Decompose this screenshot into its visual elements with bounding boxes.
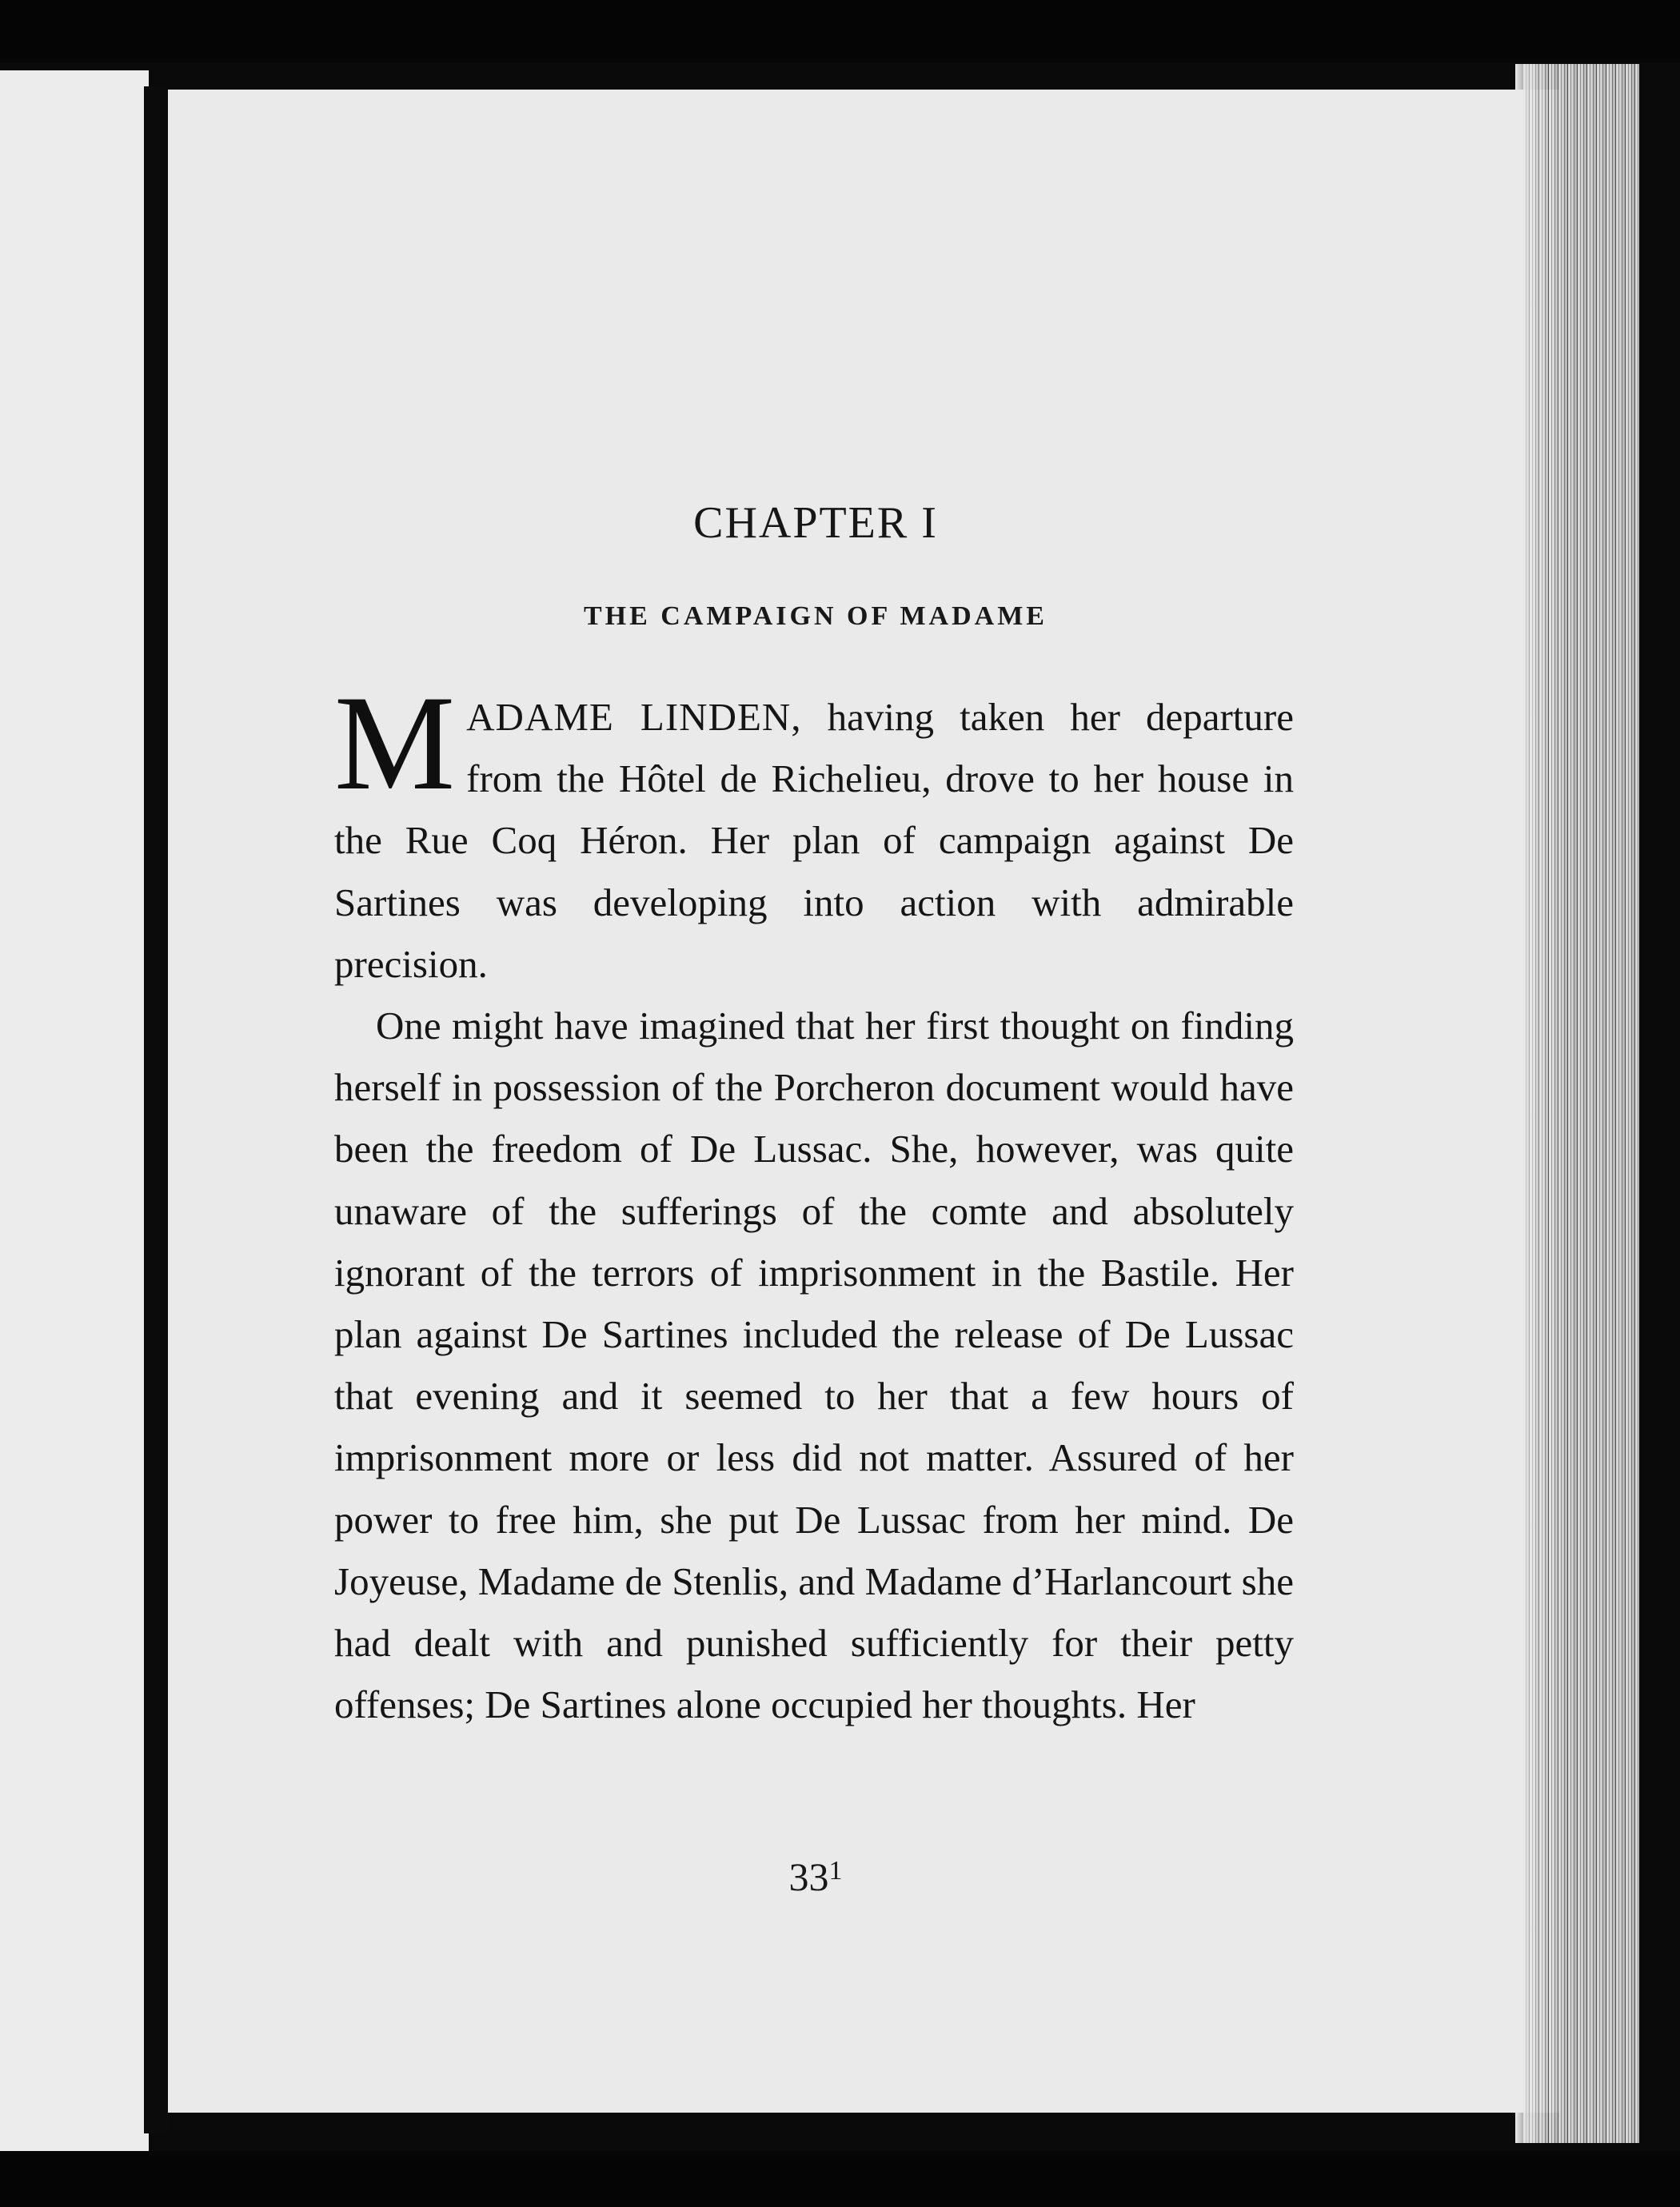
book-spine-gutter <box>144 86 168 2133</box>
page-number-main: 33 <box>788 1854 829 1899</box>
chapter-title: CHAPTER I <box>693 498 938 548</box>
page-number <box>336 1854 1295 1900</box>
drop-cap: M <box>334 668 456 818</box>
body-text <box>334 668 1294 1735</box>
paragraph-1 <box>334 668 1294 995</box>
left-page-edge <box>0 70 149 2159</box>
lead-caps: ADAME LINDEN, <box>466 695 802 739</box>
scan-border-bottom <box>0 2151 1680 2207</box>
chapter-subtitle: THE CAMPAIGN OF MADAME <box>583 601 1048 631</box>
page-edges-shade <box>1515 64 1547 2143</box>
page-number-sup: 1 <box>828 1856 843 1886</box>
scan-border-top <box>0 0 1680 62</box>
paragraph-2: One might have imagined that her first thought on finding herself in possession of the Porcheron document would have been the freedom of De Lussac. She, however, was quite unaware of the sufferings of the comte and absolutely ignorant of the terrors of imprisonment in the Bastile. Her plan against De Sartines included the release of De Lussac that evening and it seemed to her that a few hours of imprisonment more or less did not matter. Assured of her power to free him, she put De Lussac from her mind. De Joyeuse, Madame de Stenlis, and Madame d’Harlancourt she had dealt with and punished sufficiently for their petty offenses; De Sartines alone occupied her thoughts. Her <box>334 1004 1294 1727</box>
paragraph-1-text: having taken her departure from the Hôtel de Richelieu, drove to her house in the Rue Coq Héron. Her plan of campaign against De Sartines was developing into action with admirable precision. <box>334 695 1294 986</box>
